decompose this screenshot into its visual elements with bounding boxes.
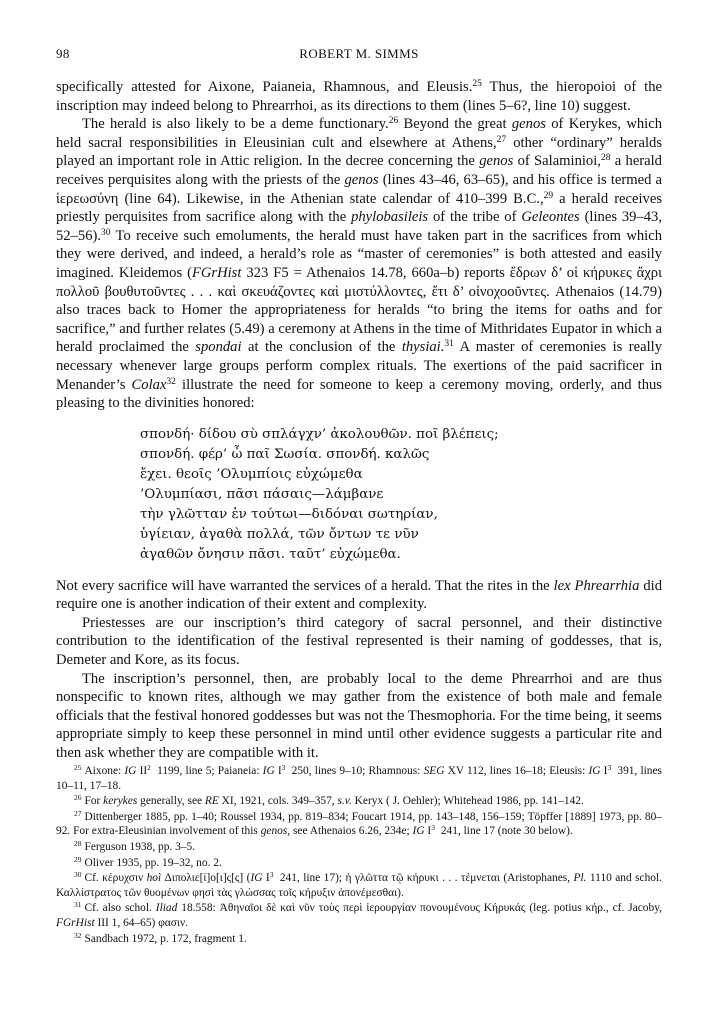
footnote-ref-31[interactable]: 31 [444, 339, 454, 350]
running-head: ROBERT M. SIMMS [299, 46, 419, 61]
footnote-29: $^{29}$ Oliver 1935, pp. 19–32, no. 2. [74, 854, 222, 869]
verse-line: σπονδή. φέρ’ ὦ παῖ Σωσία. σπονδή. καλῶς [140, 446, 430, 462]
paragraph-4: Priestesses are our inscription’s third category of sacral personnel, and their distinctive contribution to the identification of the festival represented is their naming of goddesses, that is, Demeter and Kore, as its focus. [56, 614, 662, 669]
footnote-28: $^{28}$ Ferguson 1938, pp. 3–5. [74, 838, 196, 853]
footnote-27: $^{27}$ Dittenberger 1885, pp. 1–40; Roussel 1934, pp. 819–834; Foucart 1914, pp. 143–148, 156–159; Töpffer [1889] 1973, pp. 80–92. For extra-Eleusinian involvement of this genos, see Athenaios 6.26, 234e; IG $I^3$ 241, line 17 (note 30 below). [56, 808, 662, 838]
footnote-31: $^{31}$ Cf. also schol. Iliad 18.558: Ἀθηναῖοι δὲ καὶ νῦν τοὺς περὶ ἱερουργίαν πονουμένους Κήρυκάς (leg. potius κήρ., cf. Jacoby, FGrHist III 1, 64–65) φασιν. [56, 900, 662, 929]
footnote-ref-29[interactable]: 29 [543, 190, 554, 201]
footnotes [56, 764, 662, 947]
footnote-26: $^{26}$ For kerykes generally, see RE XI, 1921, cols. 349–357, s.v. Keryx ( J. Oehler); Whitehead 1986, pp. 141–142. [74, 793, 584, 808]
verse-line: ἀγαθῶν ὄνησιν πᾶσι. ταῦτ’ εὐχώμεθα. [140, 546, 401, 562]
verse-line: ’Ολυμπίασι, πᾶσι πάσαις—λάμβανε [140, 486, 384, 502]
paragraph-5: The inscription’s personnel, then, are probably local to the deme Phrearrhoi and are thus nonspecific to known rites, although we may gather from the existence of both male and female officials that the festival honored goddesses but was not the Thesmophoria. For the time being, it seems appropriate simply to keep these personnel in mind until other evidence suggests a particular rite and then ask whether they are compatible with it. [56, 670, 662, 762]
paragraph-3: Not every sacrifice will have warranted the services of a herald. That the rites in the lex Phrearrhia did require one is another indication of their extent and complexity. [56, 577, 663, 613]
verse-line: ἔχει. θεοῖς ’Ολυμπίοις εὐχώμεθα [140, 466, 363, 482]
footnote-ref-32[interactable]: 32 [166, 376, 176, 387]
paragraph-1: specifically attested for Aixone, Paianeia, Rhamnous, and Eleusis.$^{25}$ Thus, the hieropoioi of the inscription may indeed belong to Phrearrhoi, as its directions to them (lines 5–6?, line 10) suggest. [56, 79, 662, 114]
footnote-32: $^{32}$ Sandbach 1972, p. 172, fragment 1. [74, 930, 247, 945]
footnote-ref-30[interactable]: 30 [101, 227, 111, 238]
verse-line: τὴν γλῶτταν ἐν τούτωι—διδόναι σωτηρίαν, [140, 506, 438, 522]
footnote-ref-25[interactable]: 25 [472, 79, 482, 89]
footnote-25: $^{25}$ Aixone: IG $II^2$ 1199, line 5; Paianeia: IG $I^3$ 250, lines 9–10; Rhamnous: SEG XV 112, lines 16–18; Eleusis: IG $I^3$ 391, lines 10–11, 17–18. [56, 763, 662, 792]
footnote-ref-27[interactable]: 27 [496, 134, 507, 145]
paragraph-2: The herald is also likely to be a deme functionary.$^{26}$ Beyond the great genos of Kerykes, which held sacral responsibilities in Eleusinian cult and elsewhere at Athens,$^{27}$ other “ordinary” heralds played an important role in Attic religion. In the decree concerning the genos of Salaminioi,$^{28}$ a herald receives perquisites along with the priests of the genos (lines 43–46, 63–65), and his office is termed a ἱερεωσύνη (line 64). Likewise, in the Athenian state calendar of 410–399 B.C.,$^{29}$ a herald receives priestly perquisites from sacrifice along with the phylobasileis of the tribe of Geleontes (lines 39–43, 52–56).$^{30}$ To receive such emoluments, the herald must have taken part in the sacrifices from which they were derived, and indeed, a herald’s role as “master of ceremonies” is both attested and easily imagined. Kleidemos (FGrHist 323 F5 = Athenaios 14.78, 660a–b) reports ἔδρων δ’ οἱ κήρυκες ἄχρι πολλοῦ βουθυτοῦντες . . . καὶ σκευάζοντες καὶ μιστύλλοντες, ἔτι δ’ οἰνοχοοῦντες. Athenaios (14.79) also traces back to Homer the appropriateness for heralds “to bring the items for oaths and for sacrifice,” and further relates (5.49) a ceremony at Athens in the time of Mithridates Eupator in which a herald proclaimed the spondai at the conclusion of the thysiai.$^{31}$ A master of ceremonies is really necessary whenever large groups perform complex rituals. The exertions of the paid sacrificer in Menander’s Colax$^{32}$ illustrate the need for someone to keep a ceremony moving, orderly, and thus pleasing to the divinities honored: [56, 116, 663, 412]
page-number: 98 [56, 46, 70, 61]
greek-verse-quotation [140, 425, 662, 565]
main-text [56, 78, 662, 763]
verse-line: σπονδή· δίδου σὺ σπλάγχν’ ἀκολουθῶν. ποῖ βλέπεις; [140, 426, 499, 442]
footnote-ref-28[interactable]: 28 [600, 153, 611, 164]
verse-line: ὑγίειαν, ἀγαθὰ πολλά, τῶν ὄντων τε νῦν [140, 526, 419, 542]
page-header [56, 46, 662, 66]
footnote-ref-26[interactable]: 26 [388, 116, 399, 127]
footnote-30: $^{30}$ Cf. κέρυχσιν hoì Διπολιε[ί]ο[ι]ς[ς] (IG $I^3$ 241, line 17); ἡ γλῶττα τῷ κήρυκι . . . τέμνεται (Aristophanes, Pl. 1110 and schol. Καλλίστρατος τῶν θυομένων φησὶ τὰς γλώσσας τοῖς κήρυξιν ἀπονέμεσθαι). [56, 870, 662, 899]
